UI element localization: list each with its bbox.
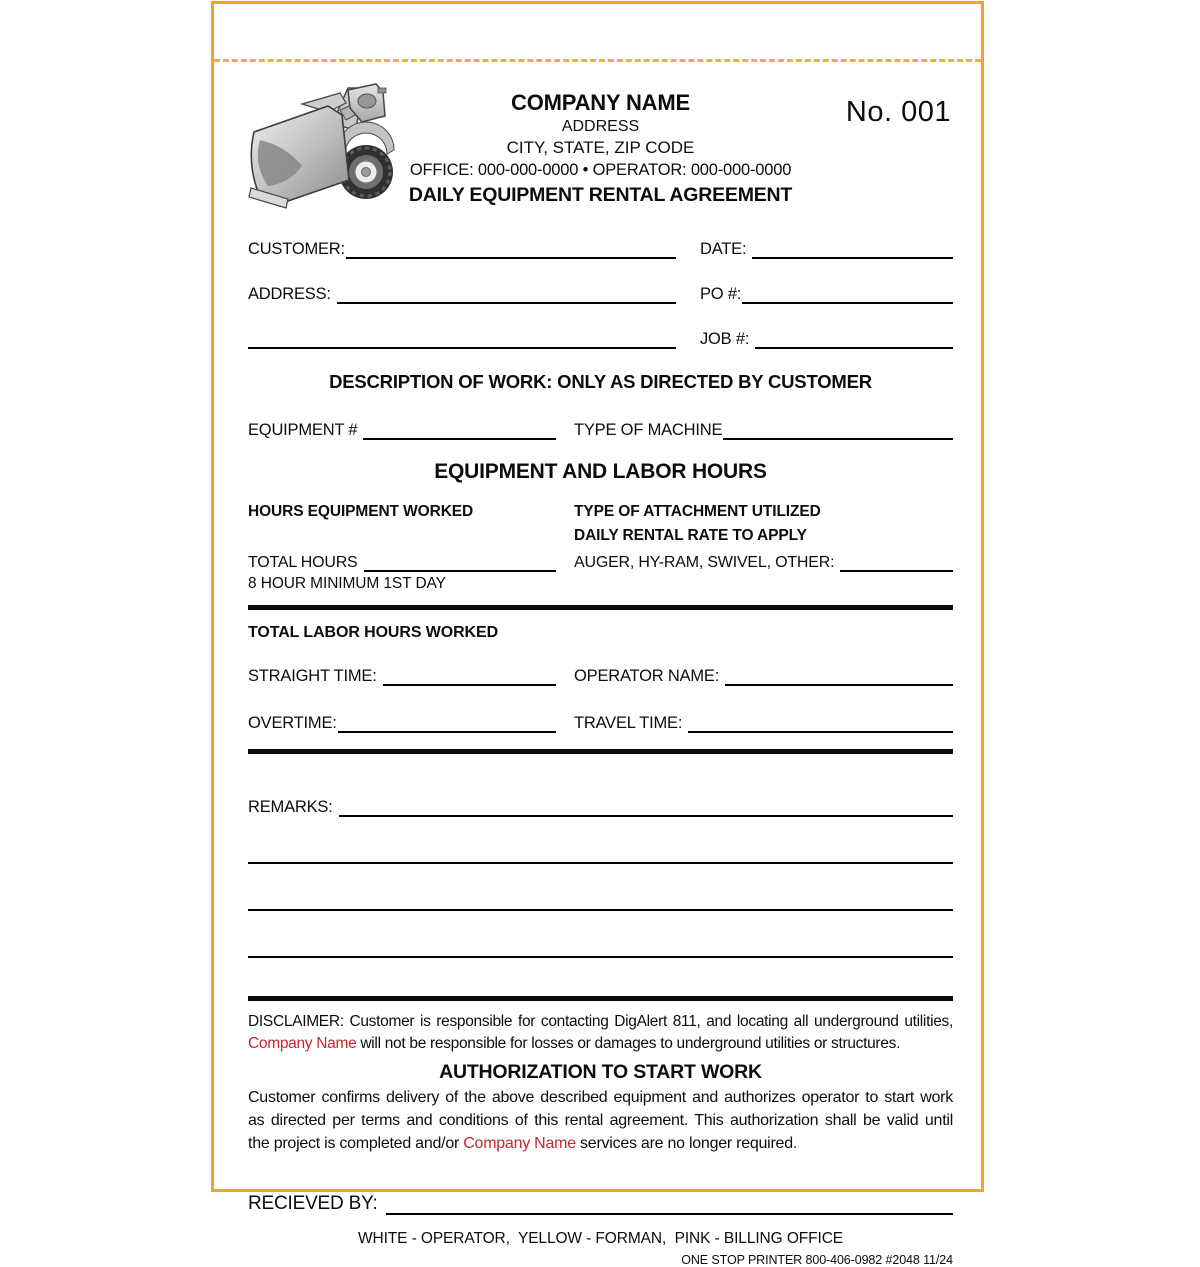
total-hours-row (248, 548, 556, 572)
customer-section (248, 236, 953, 349)
eight-hour-minimum-note: 8 HOUR MINIMUM 1ST DAY (248, 575, 446, 592)
section-divider-rule (248, 605, 953, 610)
form-sheet (211, 1, 984, 1267)
company-name-red-text: Company Name (248, 1035, 357, 1052)
daily-rental-rate-label: DAILY RENTAL RATE TO APPLY (574, 527, 807, 544)
equipment-row (248, 417, 953, 440)
authorization-line-2: as directed per terms and conditions of this rental agreement. This authorization shall be valid until (248, 1112, 953, 1129)
hours-section (248, 500, 953, 596)
authorization-heading: AUTHORIZATION TO START WORK (439, 1061, 762, 1083)
remarks-fill-line (339, 794, 953, 817)
company-address: ADDRESS (561, 118, 640, 135)
date-fill-line (752, 236, 953, 259)
authorization-line-3-suffix: services are no longer required. (575, 1135, 798, 1152)
attachment-utilized-label: TYPE OF ATTACHMENT UTILIZED (574, 503, 821, 520)
equipment-number-label: EQUIPMENT # (248, 421, 358, 439)
copy-distribution-line: WHITE - OPERATOR, YELLOW - FORMAN, PINK - BILLING OFFICE (357, 1230, 844, 1247)
form-number: No. 001 (845, 96, 951, 128)
po-fill-line (742, 281, 953, 304)
received-by-label: RECIEVED BY: (248, 1193, 378, 1214)
travel-time-fill-line (688, 710, 953, 733)
total-labor-hours-heading: TOTAL LABOR HOURS WORKED (248, 624, 499, 641)
hours-left-column (248, 500, 556, 596)
authorization-line-3-prefix: the project is completed and/or (248, 1135, 464, 1152)
address-label: ADDRESS: (248, 285, 331, 303)
disclaimer-block (248, 1011, 953, 1055)
authorization-line-1: Customer confirms delivery of the above described equipment and authorizes operator to start work (248, 1089, 953, 1106)
form-header (248, 90, 953, 212)
total-hours-label: TOTAL HOURS (248, 554, 358, 571)
authorization-line-3 (248, 1132, 953, 1155)
attachment-options-row (574, 548, 953, 572)
address-po-row (248, 281, 953, 304)
attachment-options-label: AUGER, HY-RAM, SWIVEL, OTHER: (574, 554, 835, 571)
section-divider-rule (248, 996, 953, 1001)
customer-label: CUSTOMER: (248, 240, 345, 258)
remarks-row (248, 794, 953, 817)
total-hours-fill-line (364, 548, 556, 572)
address2-job-row (248, 326, 953, 349)
section-divider-rule (248, 749, 953, 754)
equipment-labor-hours-heading: EQUIPMENT AND LABOR HOURS (434, 460, 767, 483)
operator-name-label: OPERATOR NAME: (574, 667, 720, 685)
wheel-loader-icon (244, 80, 404, 215)
tear-off-stub (214, 4, 981, 62)
disclaimer-line-2 (248, 1033, 953, 1055)
job-label: JOB #: (700, 330, 750, 348)
company-phone-line: OFFICE: 000-000-0000 • OPERATOR: 000-000-0000 (409, 161, 792, 179)
disclaimer-line-1: DISCLAIMER: Customer is responsible for contacting DigAlert 811, and locating all underground utilities, (248, 1013, 953, 1030)
disclaimer-line-2-rest: will not be responsible for losses or damages to underground utilities or structures. (356, 1035, 901, 1052)
customer-date-row (248, 236, 953, 259)
equipment-number-fill-line (363, 417, 556, 440)
overtime-fill-line (338, 710, 556, 733)
type-of-machine-label: TYPE OF MACHINE (574, 421, 723, 439)
remarks-blank-line (248, 909, 953, 911)
overtime-label: OVERTIME: (248, 714, 337, 732)
form-content (214, 90, 981, 1267)
form-title: DAILY EQUIPMENT RENTAL AGREEMENT (408, 184, 793, 206)
straight-time-row (248, 663, 953, 686)
straight-time-label: STRAIGHT TIME: (248, 667, 377, 685)
type-of-machine-fill-line (723, 417, 953, 440)
hours-equipment-worked-label: HOURS EQUIPMENT WORKED (248, 503, 474, 520)
overtime-row (248, 710, 953, 733)
company-name: COMPANY NAME (511, 90, 690, 115)
printer-credit-line: ONE STOP PRINTER 800-406-0982 #2048 11/24 (681, 1253, 953, 1267)
received-by-fill-line (386, 1189, 953, 1215)
remarks-blank-line (248, 862, 953, 864)
description-of-work-heading: DESCRIPTION OF WORK: ONLY AS DIRECTED BY CUSTOMER (329, 371, 872, 392)
customer-fill-line (346, 236, 676, 259)
job-fill-line (755, 326, 953, 349)
company-city-state-zip: CITY, STATE, ZIP CODE (506, 138, 695, 157)
hours-right-column (574, 500, 953, 596)
travel-time-label: TRAVEL TIME: (574, 714, 683, 732)
received-by-row (248, 1189, 953, 1215)
authorization-paragraph (248, 1086, 953, 1155)
address-fill-line (337, 281, 676, 304)
operator-name-fill-line (725, 663, 953, 686)
attachment-options-fill-line (840, 548, 953, 572)
po-label: PO #: (700, 285, 742, 303)
straight-time-fill-line (383, 663, 556, 686)
remarks-blank-line (248, 956, 953, 958)
date-label: DATE: (700, 240, 747, 258)
remarks-label: REMARKS: (248, 798, 333, 816)
address2-fill-line (248, 326, 676, 349)
company-name-red-text: Company Name (463, 1135, 576, 1152)
